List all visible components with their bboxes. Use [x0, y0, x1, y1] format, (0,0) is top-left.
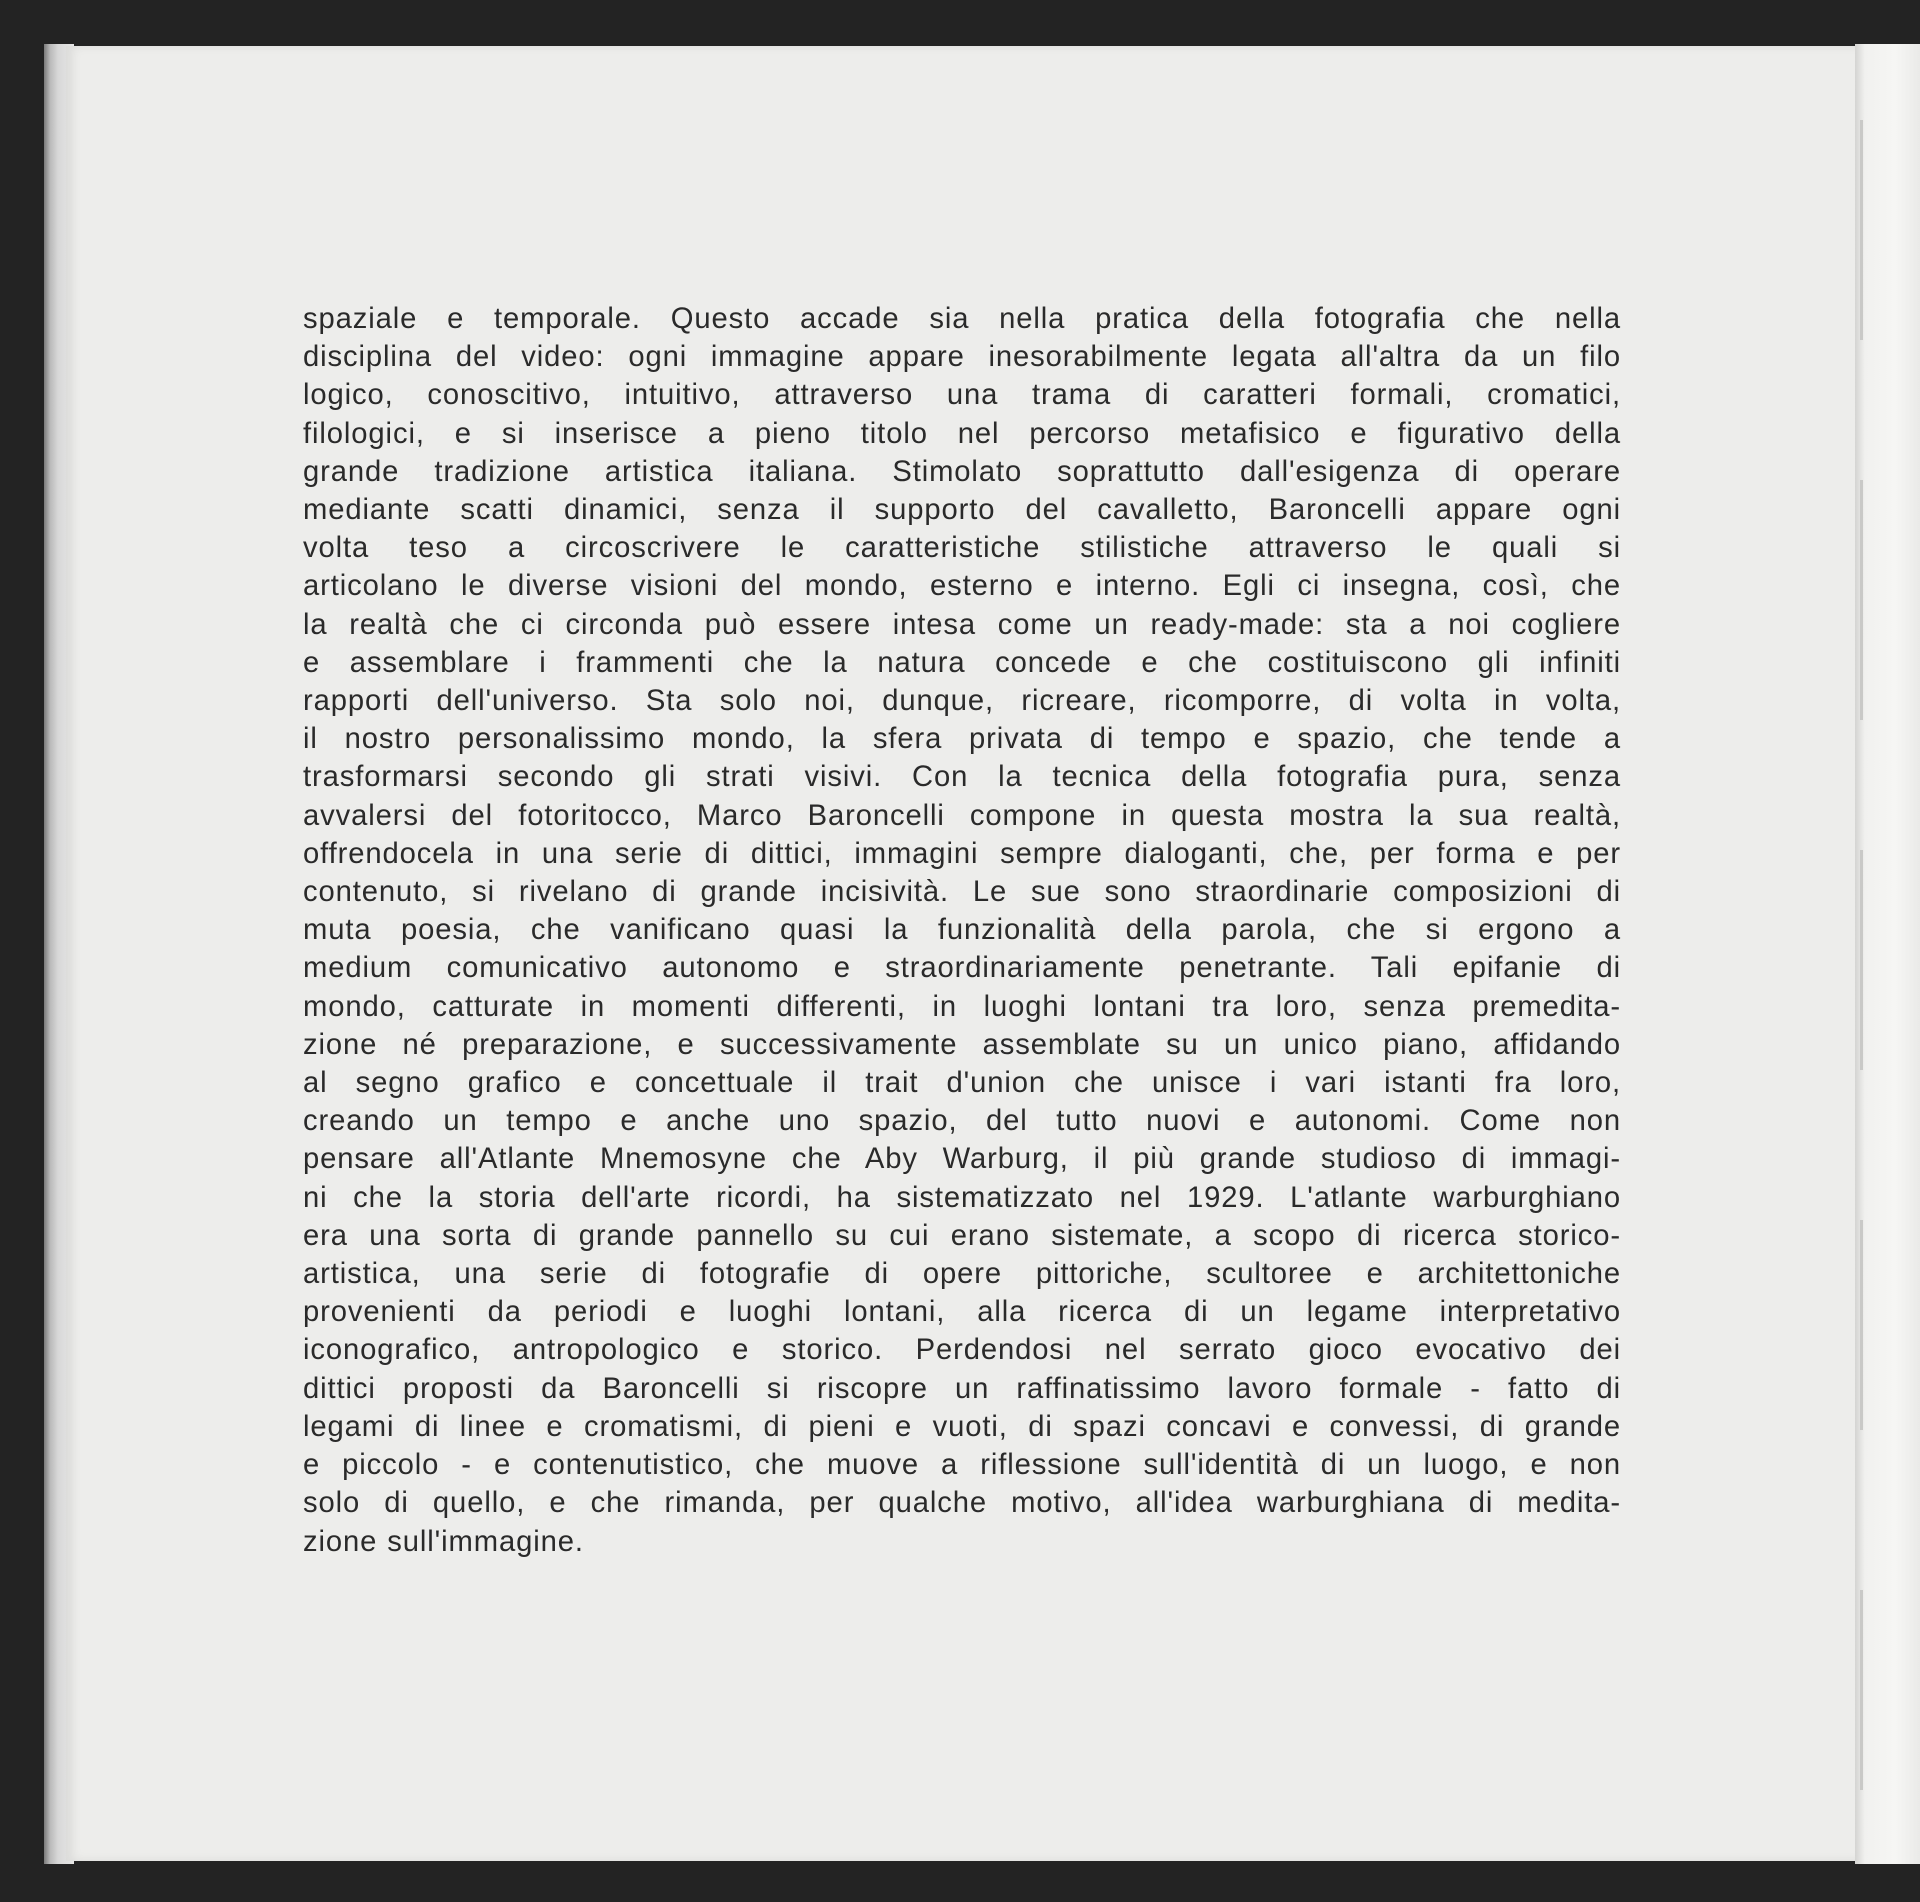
body-paragraph — [303, 300, 1621, 1561]
text-line: mondo, catturate in momenti differenti, in luoghi lontani tra loro, senza premedita- — [303, 990, 1621, 1023]
text-line: iconografico, antropologico e storico. Perdendosi nel serrato gioco evocativo dei — [303, 1334, 1621, 1367]
text-line: rapporti dell'universo. Sta solo noi, dunque, ricreare, ricomporre, di volta in volta, — [303, 685, 1621, 718]
text-line: contenuto, si rivelano di grande incisività. Le sue sono straordinarie composizioni di — [303, 876, 1621, 909]
text-line: la realtà che ci circonda può essere intesa come un ready-made: sta a noi cogliere — [303, 608, 1621, 641]
text-line: solo di quello, e che rimanda, per qualche motivo, all'idea warburghiana di medita- — [303, 1487, 1621, 1520]
text-line: avvalersi del fotoritocco, Marco Baroncelli compone in questa mostra la sua realtà, — [303, 799, 1621, 832]
text-line: creando un tempo e anche uno spazio, del tutto nuovi e autonomi. Come non — [303, 1105, 1621, 1138]
binding-stitch — [1860, 1220, 1863, 1430]
text-line: ni che la storia dell'arte ricordi, ha sistematizzato nel 1929. L'atlante warburghiano — [303, 1181, 1621, 1214]
text-line: dittici proposti da Baroncelli si riscopre un raffinatissimo lavoro formale - fatto di — [303, 1372, 1621, 1405]
text-line: grande tradizione artistica italiana. Stimolato soprattutto dall'esigenza di operare — [303, 455, 1621, 488]
text-line: artistica, una serie di fotografie di opere pittoriche, scultoree e architettoniche — [303, 1258, 1621, 1291]
text-line: era una sorta di grande pannello su cui erano sistemate, a scopo di ricerca storico- — [303, 1219, 1621, 1252]
text-line: logico, conoscitivo, intuitivo, attraverso una trama di caratteri formali, cromatici, — [303, 379, 1621, 412]
book-gutter — [1855, 44, 1920, 1864]
text-line: mediante scatti dinamici, senza il supporto del cavalletto, Baroncelli appare ogni — [303, 494, 1621, 527]
binding-stitch — [1860, 1590, 1863, 1790]
text-line: offrendocela in una serie di dittici, immagini sempre dialoganti, che, per forma e per — [303, 837, 1621, 870]
text-line: volta teso a circoscrivere le caratteristiche stilistiche attraverso le quali si — [303, 532, 1621, 565]
text-line: muta poesia, che vanificano quasi la funzionalità della parola, che si ergono a — [303, 914, 1621, 947]
text-line: medium comunicativo autonomo e straordinariamente penetrante. Tali epifanie di — [303, 952, 1621, 985]
text-line: zione né preparazione, e successivamente assemblate su un unico piano, affidando — [303, 1028, 1621, 1061]
text-line: trasformarsi secondo gli strati visivi. Con la tecnica della fotografia pura, senza — [303, 761, 1621, 794]
text-line: pensare all'Atlante Mnemosyne che Aby Warburg, il più grande studioso di immagi- — [303, 1143, 1621, 1176]
binding-stitch — [1860, 850, 1863, 1070]
binding-stitch — [1860, 480, 1863, 720]
text-line: il nostro personalissimo mondo, la sfera privata di tempo e spazio, che tende a — [303, 723, 1621, 756]
text-line: provenienti da periodi e luoghi lontani, alla ricerca di un legame interpretativo — [303, 1296, 1621, 1329]
text-line: al segno grafico e concettuale il trait d'union che unisce i vari istanti fra loro, — [303, 1067, 1621, 1100]
text-line: zione sull'immagine. — [303, 1525, 584, 1558]
text-line: e assemblare i frammenti che la natura concede e che costituiscono gli infiniti — [303, 646, 1621, 679]
text-line: filologici, e si inserisce a pieno titolo nel percorso metafisico e figurativo della — [303, 417, 1621, 450]
text-line: articolano le diverse visioni del mondo, esterno e interno. Egli ci insegna, così, che — [303, 570, 1621, 603]
text-line: e piccolo - e contenutistico, che muove a riflessione sull'identità di un luogo, e non — [303, 1449, 1621, 1482]
binding-stitch — [1860, 120, 1863, 340]
text-line: spaziale e temporale. Questo accade sia nella pratica della fotografia che nella — [303, 303, 1621, 335]
text-line: disciplina del video: ogni immagine appare inesorabilmente legata all'altra da un filo — [303, 341, 1621, 374]
text-line: legami di linee e cromatismi, di pieni e vuoti, di spazi concavi e convessi, di grande — [303, 1410, 1621, 1443]
